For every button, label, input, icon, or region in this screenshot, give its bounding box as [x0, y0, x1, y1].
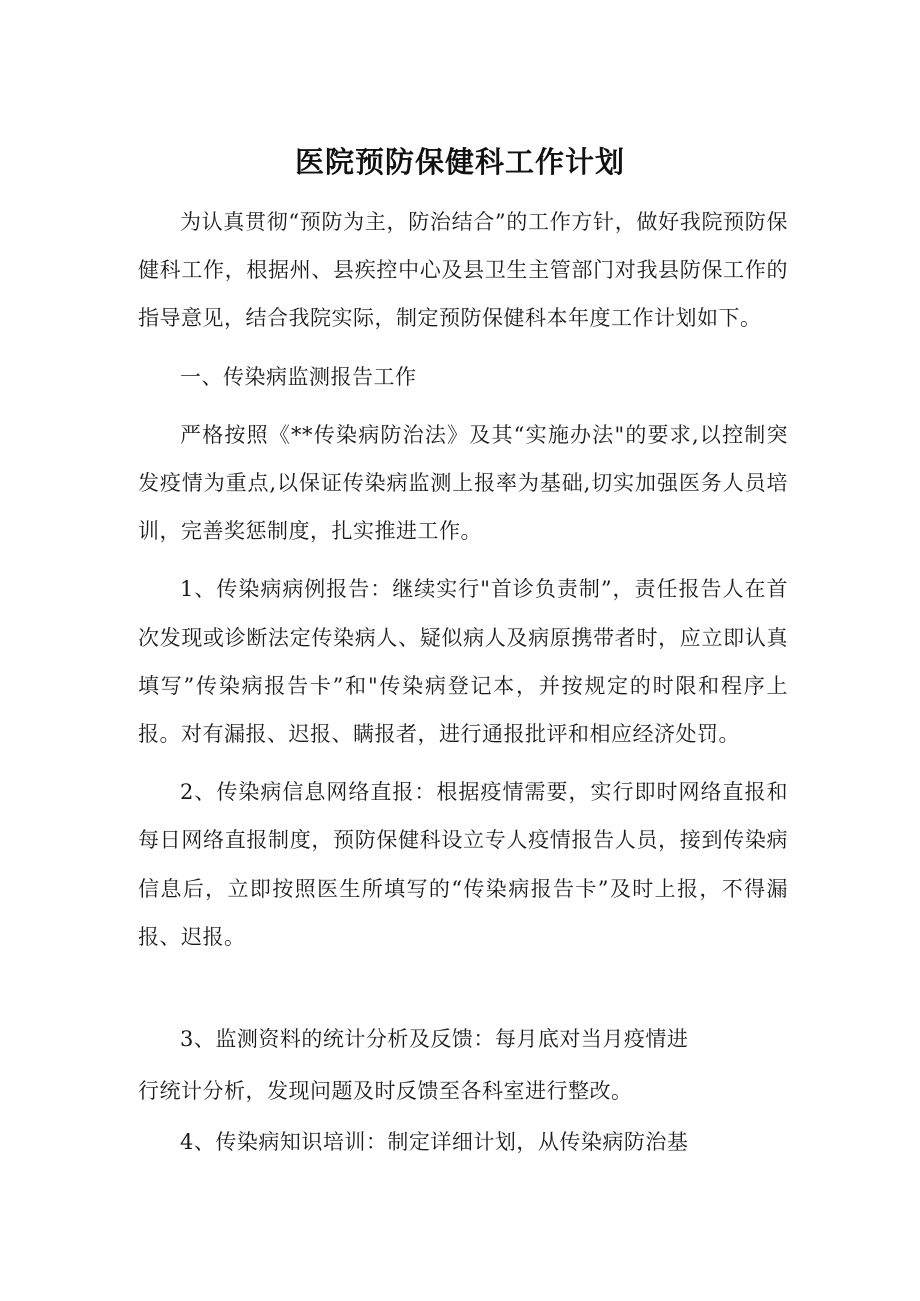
item-1-paragraph: 1、传染病病例报告：继续实行"首诊负责制”，责任报告人在首次发现或诊断法定传染病人、疑似病人及病原携带者时，应立即认真填写”传染病报告卡”和"传染病登记本，并按规定的时限和程序上报。对有漏报、迟报、瞒报者，进行通报批评和相应经济处罚。: [138, 577, 788, 747]
section-1-intro-paragraph: 严格按照《**传染病防治法》及其“实施办法"的要求,以控制突发疫情为重点,以保证传染病监测上报率为基础,切实加强医务人员培训，完善奖惩制度，扎实推进工作。: [138, 422, 788, 544]
intro-paragraph: 为认真贯彻“预防为主，防治结合”的工作方针，做好我院预防保健科工作，根据州、县疾控中心及县卫生主管部门对我县防保工作的指导意见，结合我院实际，制定预防保健科本年度工作计划如下。: [138, 210, 788, 331]
item-3-line-2: 行统计分析，发现问题及时反馈至各科室进行整改。: [138, 1079, 633, 1103]
document-body: [138, 198, 788, 961]
item-2-paragraph: 2、传染病信息网络直报：根据疫情需要，实行即时网络直报和每日网络直报制度，预防保健科设立专人疫情报告人员，接到传染病信息后，立即按照医生所填写的“传染病报告卡”及时上报，不得漏报、迟报。: [138, 780, 788, 949]
page-title: 医院预防保健科工作计划: [294, 145, 625, 179]
item-3-line-1: 3、监测资料的统计分析及反馈：每月底对当月疫情进: [180, 1027, 689, 1051]
item-4-line-1: 4、传染病知识培训：制定详细计划，从传染病防治基: [180, 1130, 689, 1154]
section-heading-1: 一、传染病监测报告工作: [180, 364, 417, 389]
